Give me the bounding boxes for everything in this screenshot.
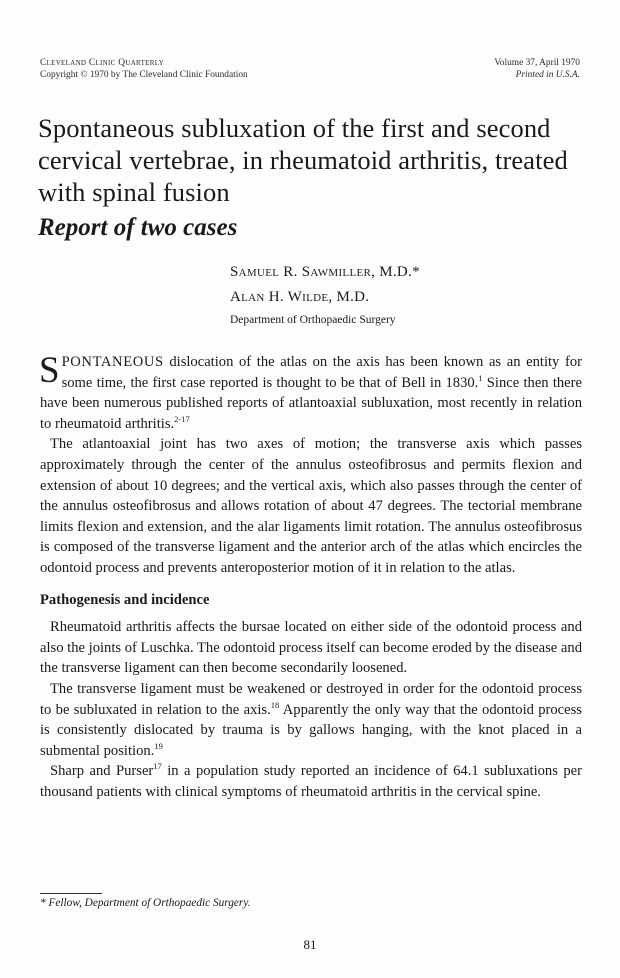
citation-ref: 1: [478, 372, 483, 383]
paragraph-text: The transverse ligament must be weakened or destroyed in order for the odontoid process to be subluxated in relation to the axis.: [40, 680, 582, 718]
paragraph-text: Apparently the only way that the odontoid process is consistently dislocated by trauma is by gallows hanging, with the knot placed in a submental position.: [40, 701, 582, 759]
paragraph-text: Since then there have been numerous published reports of atlantoaxial subluxation, most recently in relation to rheumatoid arthritis.: [40, 374, 582, 432]
running-header-right: [494, 58, 580, 81]
article-subtitle: Report of two cases: [38, 214, 238, 241]
drop-cap: S: [39, 350, 60, 391]
printed-line: Printed in U.S.A.: [515, 69, 580, 80]
copyright-line: Copyright © 1970 by The Cleveland Clinic Foundation: [40, 69, 248, 80]
paragraph-text: dislocation of the atlas on the axis has been known as an entity for some time, the first case reported is thought to be that of Bell in 1830.: [61, 354, 582, 391]
lead-word: PONTANEOUS: [61, 354, 164, 370]
article-body: [40, 352, 582, 802]
body-paragraph: [40, 761, 582, 802]
page-number: 81: [303, 937, 317, 952]
author-name: Samuel R. Sawmiller, M.D.*: [230, 264, 420, 280]
author-block: [230, 260, 420, 329]
body-paragraph: Rheumatoid arthritis affects the bursae located on either side of the odontoid process and also the joints of Luschka. The odontoid process itself can become eroded by the disease and the transverse ligament can then become secondarily loosened.: [40, 619, 582, 677]
footnote: * Fellow, Department of Orthopaedic Surgery.: [40, 897, 251, 909]
citation-ref: 2-17: [174, 413, 190, 424]
citation-ref: 18: [270, 699, 280, 710]
volume-line: Volume 37, April 1970: [494, 58, 580, 68]
citation-ref: 17: [153, 761, 162, 772]
citation-ref: 19: [154, 740, 163, 751]
running-header-left: [40, 58, 248, 81]
article-title: Spontaneous subluxation of the first and second cervical vertebrae, in rheumatoid arthritis, treated with spinal fusion: [38, 113, 568, 207]
paragraph-text: in a population study reported an incidence of 64.1 subluxations per thousand patients with clinical symptoms of rheumatoid arthritis in the cervical spine.: [40, 763, 582, 800]
section-heading: Pathogenesis and incidence: [40, 591, 210, 608]
body-paragraph: The atlantoaxial joint has two axes of motion; the transverse axis which passes approximately through the center of the annulus osteofibrosus and permits flexion and extension of about 10 degrees; and the vertical axis, which also passes through the center of the annulus osteofibrosus and allows rotation of about 47 degrees. The tectorial membrane limits flexion and extension, and the alar ligaments limit rotation. The annulus osteofibrosus is composed of the transverse ligament and the anterior arch of the atlas which encircles the odontoid process and prevents anteroposterior motion of it in relation to the atlas.: [40, 436, 582, 576]
body-paragraph: [40, 352, 582, 434]
author-name: Alan H. Wilde, M.D.: [230, 289, 370, 305]
footnote-rule: [40, 893, 102, 894]
body-paragraph: [40, 679, 582, 761]
author-department: Department of Orthopaedic Surgery: [230, 314, 396, 326]
journal-name: Cleveland Clinic Quarterly: [40, 58, 164, 68]
paragraph-text: Sharp and Purser: [50, 763, 154, 780]
